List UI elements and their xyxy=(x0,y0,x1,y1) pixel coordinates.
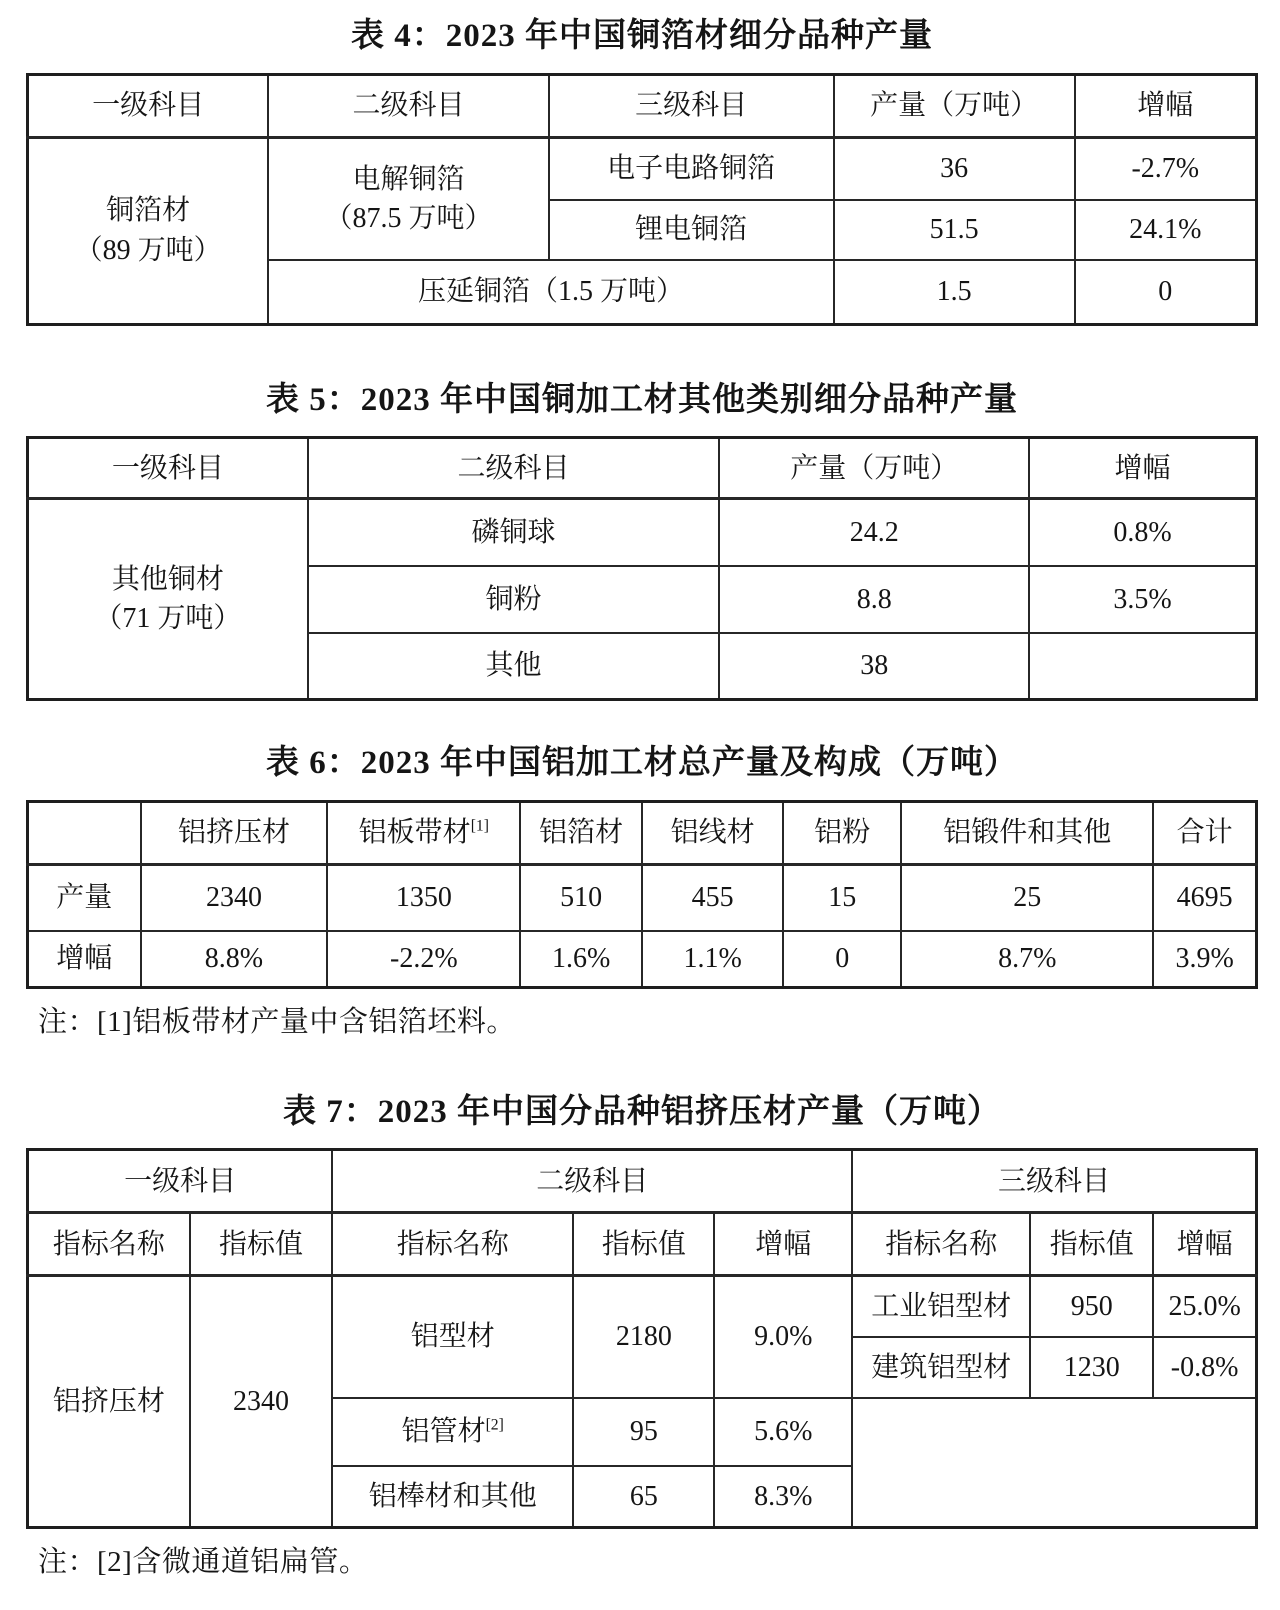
growth-value: 24.1% xyxy=(1075,200,1257,260)
table4-rolled-foil-cell: 压延铜箔（1.5 万吨） xyxy=(268,260,833,324)
table7-title: 表 7：2023 年中国分品种铝挤压材产量（万吨） xyxy=(283,1093,1001,1130)
table4-header-level1: 一级科目 xyxy=(28,74,269,137)
table4-header-row xyxy=(28,74,1257,137)
subheader-indicator-value: 指标值 xyxy=(190,1213,333,1276)
table6-header-wire: 铝线材 xyxy=(642,801,783,864)
table4-header-output: 产量（万吨） xyxy=(834,74,1075,137)
level2-volume: （87.5 万吨） xyxy=(324,202,493,234)
growth-value: 1.6% xyxy=(520,931,642,987)
footnote-marker: [1] xyxy=(470,817,489,835)
level2-name: 电解铜箔 xyxy=(352,163,465,195)
table6-header-plate-strip xyxy=(327,801,520,864)
level3-growth: -0.8% xyxy=(1153,1337,1256,1398)
level3-name: 电子电路铜箔 xyxy=(549,137,834,200)
table7-bar-growth: 8.3% xyxy=(714,1466,852,1528)
subheader-indicator-name: 指标名称 xyxy=(28,1213,190,1276)
growth-value: 8.8% xyxy=(141,931,328,987)
table5-header-growth: 增幅 xyxy=(1029,438,1256,499)
level1-name: 铜箔材 xyxy=(106,195,191,227)
subheader-growth: 增幅 xyxy=(1153,1213,1256,1276)
table7-group-level2: 二级科目 xyxy=(332,1150,852,1213)
table7-group-header-row xyxy=(28,1150,1257,1213)
table7-level3-empty-cell xyxy=(852,1398,1256,1528)
table4-level1-cell xyxy=(28,137,269,324)
table5-other-copper xyxy=(26,436,1258,701)
growth-value: 0.8% xyxy=(1029,499,1256,566)
output-value: 1.5 xyxy=(834,260,1075,324)
table4-level2-electrolytic-cell xyxy=(268,137,548,260)
table7-group-level1: 一级科目 xyxy=(28,1150,333,1213)
table-row xyxy=(28,137,1257,200)
table6-header-forgings: 铝锻件和其他 xyxy=(901,801,1153,864)
growth-value xyxy=(1029,633,1256,700)
level1-volume: （71 万吨） xyxy=(94,603,242,635)
table7-bar-name: 铝棒材和其他 xyxy=(332,1466,573,1528)
growth-value: 0 xyxy=(1075,260,1257,324)
growth-value: 8.7% xyxy=(901,931,1153,987)
table7-extrusion-breakdown xyxy=(26,1148,1258,1529)
table6-output-row xyxy=(28,864,1257,931)
table7-tube-growth: 5.6% xyxy=(714,1398,852,1466)
table4-title: 表 4：2023 年中国铜箔材细分品种产量 xyxy=(351,18,933,54)
output-value: 24.2 xyxy=(719,499,1029,566)
growth-value: -2.2% xyxy=(327,931,520,987)
table4-header-growth: 增幅 xyxy=(1075,74,1257,137)
output-value: 51.5 xyxy=(834,200,1075,260)
table5-title: 表 5：2023 年中国铜加工材其他类别细分品种产量 xyxy=(266,381,1018,418)
table6-header-total: 合计 xyxy=(1153,801,1256,864)
level3-value: 950 xyxy=(1030,1276,1153,1337)
table5-level1-cell xyxy=(28,499,308,700)
table6-header-powder: 铝粉 xyxy=(783,801,901,864)
level2-name: 其他 xyxy=(308,633,720,700)
table6-corner-cell xyxy=(28,801,141,864)
table6-title: 表 6：2023 年中国铝加工材总产量及构成（万吨） xyxy=(266,745,1018,782)
row-label: 产量 xyxy=(28,864,141,931)
table6-header-foil: 铝箔材 xyxy=(520,801,642,864)
output-value: 455 xyxy=(642,864,783,931)
level2-name: 磷铜球 xyxy=(308,499,720,566)
table-row xyxy=(28,1276,1257,1337)
table6-aluminum-total xyxy=(26,800,1258,989)
growth-value: -2.7% xyxy=(1075,137,1257,200)
table7-footnote: 注：[2]含微通道铝扁管。 xyxy=(38,1546,369,1579)
table7-bar-value: 65 xyxy=(573,1466,714,1528)
table4-header-level3: 三级科目 xyxy=(549,74,834,137)
subheader-indicator-name: 指标名称 xyxy=(332,1213,573,1276)
growth-value: 3.9% xyxy=(1153,931,1256,987)
table5-header-level2: 二级科目 xyxy=(308,438,720,499)
table7-profile-growth: 9.0% xyxy=(714,1276,852,1398)
output-value: 15 xyxy=(783,864,901,931)
level2-name: 铜粉 xyxy=(308,566,720,633)
table-row xyxy=(28,499,1257,566)
subheader-indicator-value: 指标值 xyxy=(573,1213,714,1276)
output-value: 1350 xyxy=(327,864,520,931)
table5-header-level1: 一级科目 xyxy=(28,438,308,499)
table7-tube-value: 95 xyxy=(573,1398,714,1466)
output-value: 8.8 xyxy=(719,566,1029,633)
level1-volume: （89 万吨） xyxy=(74,234,222,266)
table5-header-output: 产量（万吨） xyxy=(719,438,1029,499)
table6-header-extrusion: 铝挤压材 xyxy=(141,801,328,864)
table5-header-row xyxy=(28,438,1257,499)
table4-header-level2: 二级科目 xyxy=(268,74,548,137)
growth-value: 1.1% xyxy=(642,931,783,987)
output-value: 38 xyxy=(719,633,1029,700)
footnote-marker: [2] xyxy=(485,1416,504,1434)
output-value: 36 xyxy=(834,137,1075,200)
subheader-indicator-name: 指标名称 xyxy=(852,1213,1030,1276)
output-value: 25 xyxy=(901,864,1153,931)
level3-growth: 25.0% xyxy=(1153,1276,1256,1337)
table4-copper-foil xyxy=(26,73,1258,326)
level3-name: 工业铝型材 xyxy=(852,1276,1030,1337)
output-value: 4695 xyxy=(1153,864,1256,931)
subheader-growth: 增幅 xyxy=(714,1213,852,1276)
table7-subheader-row xyxy=(28,1213,1257,1276)
output-value: 2340 xyxy=(141,864,328,931)
table7-profile-value: 2180 xyxy=(573,1276,714,1398)
table7-group-level3: 三级科目 xyxy=(852,1150,1256,1213)
growth-value: 3.5% xyxy=(1029,566,1256,633)
table6-growth-row xyxy=(28,931,1257,987)
output-value: 510 xyxy=(520,864,642,931)
row-label: 增幅 xyxy=(28,931,141,987)
growth-value: 0 xyxy=(783,931,901,987)
level1-name: 其他铜材 xyxy=(111,563,224,595)
subheader-indicator-value: 指标值 xyxy=(1030,1213,1153,1276)
table7-profile-name: 铝型材 xyxy=(332,1276,573,1398)
table7-level1-value: 2340 xyxy=(190,1276,333,1528)
table6-header-row xyxy=(28,801,1257,864)
table7-tube-name xyxy=(332,1398,573,1466)
level3-value: 1230 xyxy=(1030,1337,1153,1398)
level3-name: 建筑铝型材 xyxy=(852,1337,1030,1398)
column-label: 铝板带材 xyxy=(358,817,471,849)
table7-level1-name: 铝挤压材 xyxy=(28,1276,190,1528)
level2-name: 铝管材 xyxy=(401,1416,486,1448)
level3-name: 锂电铜箔 xyxy=(549,200,834,260)
table6-footnote: 注：[1]铝板带材产量中含铝箔坯料。 xyxy=(38,1005,516,1038)
